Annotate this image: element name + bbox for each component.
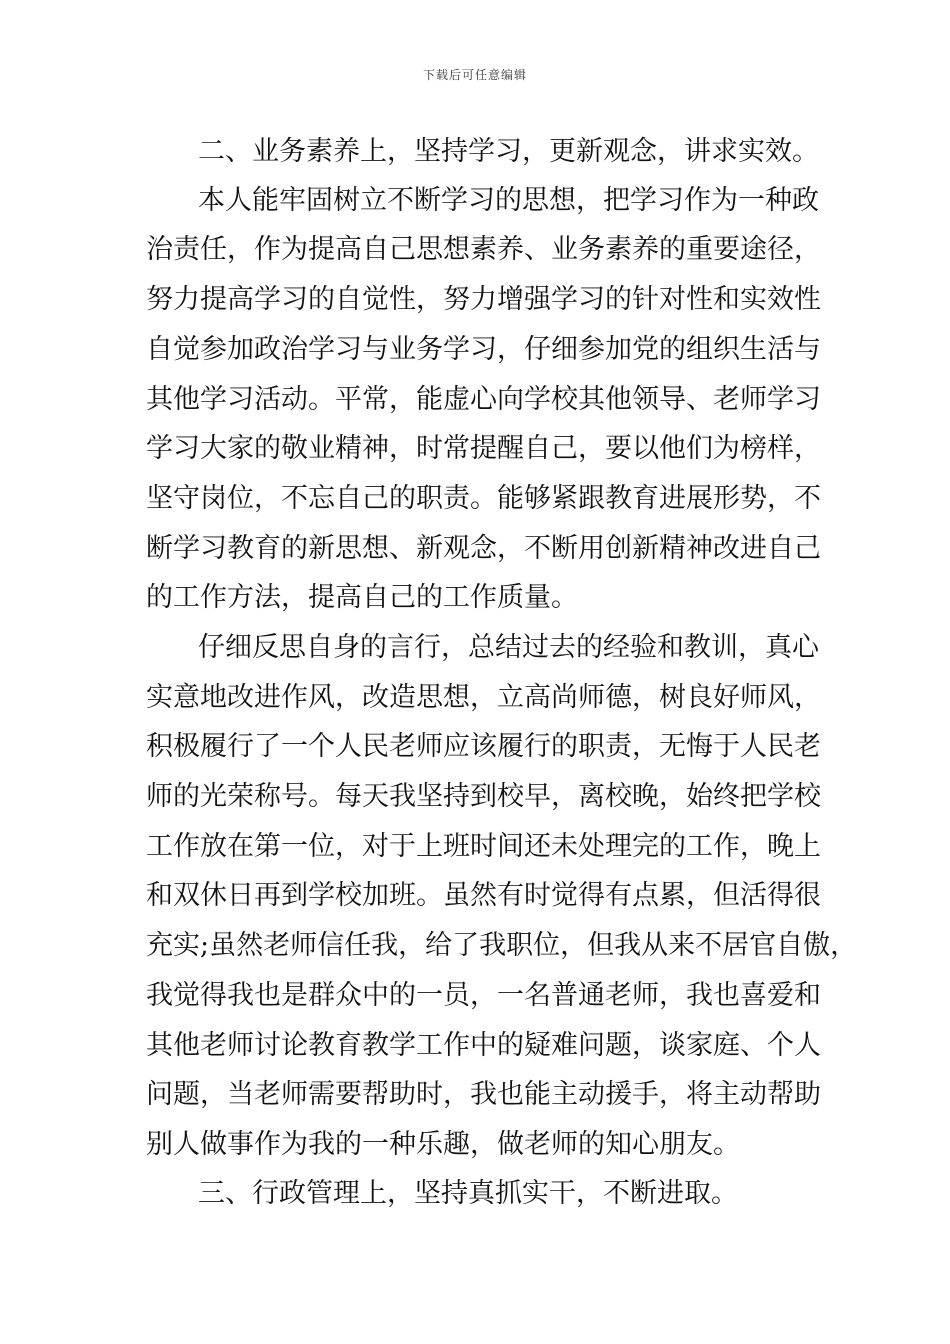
paragraph-line: 的工作方法，提高自己的工作质量。	[146, 582, 578, 613]
paragraph-line: 坚守岗位，不忘自己的职责。能够紧跟教育进展形势，不	[146, 483, 821, 514]
paragraph-line: 学习大家的敬业精神，时常提醒自己，要以他们为榜样，	[146, 433, 821, 464]
paragraph-line: 努力提高学习的自觉性，努力增强学习的针对性和实效性	[146, 284, 821, 315]
paragraph-line: 仔细反思自身的言行，总结过去的经验和教训，真心	[198, 632, 819, 663]
paragraph-line: 其他学习活动。平常，能虚心向学校其他领导、老师学习	[146, 384, 821, 415]
paragraph-line: 积极履行了一个人民老师应该履行的职责，无悔于人民老	[146, 731, 821, 762]
paragraph-line: 问题，当老师需要帮助时，我也能主动援手，将主动帮助	[146, 1079, 821, 1110]
paragraph-line: 本人能牢固树立不断学习的思想，把学习作为一种政	[198, 185, 819, 216]
paragraph-line: 师的光荣称号。每天我坚持到校早，离校晚，始终把学校	[146, 781, 821, 812]
section-heading-3: 三、行政管理上，坚持真抓实干，不断进取。	[198, 1178, 738, 1209]
paragraph-line: 断学习教育的新思想、新观念，不断用创新精神改进自己	[146, 533, 821, 564]
paragraph-line: 自觉参加政治学习与业务学习，仔细参加党的组织生活与	[146, 334, 821, 365]
paragraph-line: 其他老师讨论教育教学工作中的疑难问题，谈家庭、个人	[146, 1030, 821, 1061]
download-note: 下载后可任意编辑	[422, 68, 527, 82]
paragraph-line: 实意地改进作风，改造思想，立高尚师德，树良好师风，	[146, 682, 821, 713]
paragraph-line: 别人做事作为我的一种乐趣，做老师的知心朋友。	[146, 1129, 740, 1160]
section-heading-2: 二、业务素养上，坚持学习，更新观念，讲求实效。	[198, 136, 819, 167]
paragraph-line: 我觉得我也是群众中的一员，一名普通老师，我也喜爱和	[146, 980, 821, 1011]
paragraph-line: 工作放在第一位，对于上班时间还未处理完的工作，晚上	[146, 831, 821, 862]
paragraph-line: 治责任，作为提高自己思想素养、业务素养的重要途径，	[146, 234, 821, 265]
paragraph-line: 充实;虽然老师信任我，给了我职位，但我从来不居官自傲，	[146, 930, 858, 961]
paragraph-line: 和双休日再到学校加班。虽然有时觉得有点累，但活得很	[146, 880, 821, 911]
